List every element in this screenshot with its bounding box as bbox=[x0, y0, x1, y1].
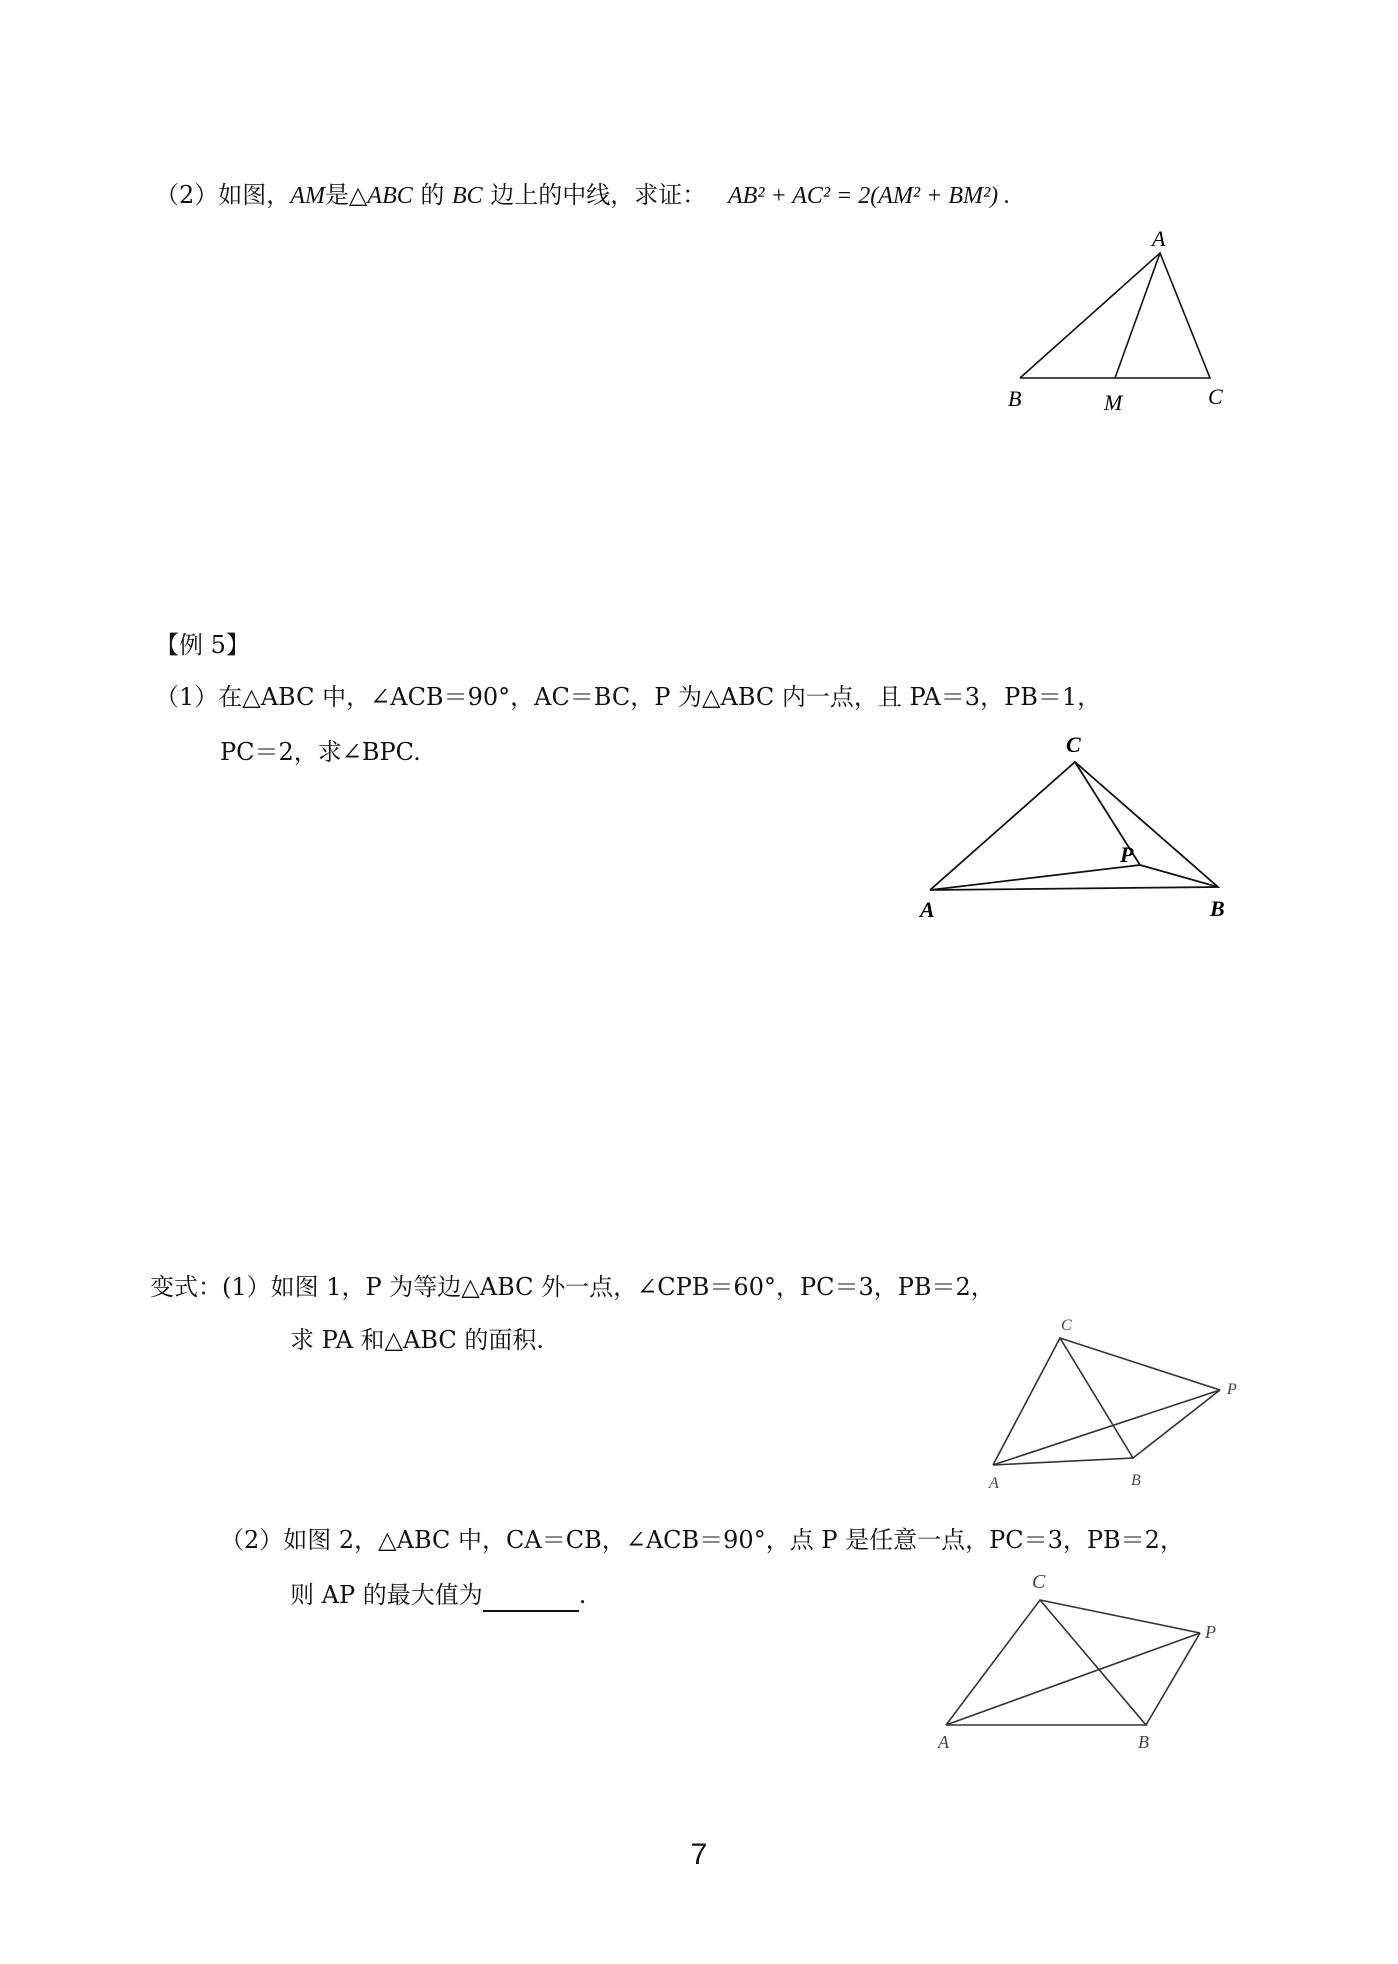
variant2-line1: （2）如图 2，△ABC 中，CA＝CB，∠ACB＝90°，点 P 是任意一点，PC＝3，PB＝2， bbox=[220, 1526, 1184, 1554]
label-a: A bbox=[989, 1475, 999, 1492]
label-c: C bbox=[1061, 1317, 1072, 1334]
label-b: B bbox=[1131, 1472, 1141, 1489]
q2-am: AM bbox=[290, 183, 325, 209]
label-p: P bbox=[1205, 1622, 1216, 1642]
example5-line1: （1）在△ABC 中，∠ACB＝90°，AC＝BC，P 为△ABC 内一点，且 PA＝3，PB＝1， bbox=[155, 683, 1102, 711]
variant1-line1: 变式：(1）如图 1，P 为等边△ABC 外一点，∠CPB＝60°，PC＝3，PB＝2， bbox=[150, 1273, 995, 1301]
segment-pb bbox=[1133, 1390, 1220, 1458]
label-c: C bbox=[1208, 384, 1223, 409]
q2-abc: ABC bbox=[367, 183, 413, 209]
figure-example5 bbox=[900, 720, 1260, 934]
q2-bc: BC bbox=[452, 183, 483, 209]
figure-triangle-median bbox=[1000, 228, 1240, 422]
triangle-abc-ex5 bbox=[930, 762, 1218, 890]
variant2-period: . bbox=[578, 1581, 587, 1609]
page-number: 7 bbox=[690, 1838, 708, 1871]
variant1-line2: 求 PA 和△ABC 的面积. bbox=[290, 1326, 545, 1354]
triangle-abc bbox=[1020, 253, 1210, 378]
segment-pa bbox=[946, 1633, 1200, 1725]
example5-heading: 【例 5】 bbox=[155, 631, 250, 659]
label-c: C bbox=[1066, 732, 1081, 757]
label-a: A bbox=[920, 897, 935, 922]
segment-pb bbox=[1146, 1633, 1200, 1725]
label-b: B bbox=[1008, 386, 1022, 411]
label-p: P bbox=[1120, 842, 1134, 867]
triangle-abc-v2 bbox=[946, 1600, 1146, 1725]
example5-line2: PC＝2，求∠BPC. bbox=[220, 738, 421, 766]
label-a: A bbox=[938, 1732, 949, 1752]
figure-variant2 bbox=[928, 1558, 1218, 1757]
segment-cp bbox=[1060, 1338, 1220, 1390]
q2-statement bbox=[155, 178, 1010, 213]
q2-prefix: （2）如图， bbox=[155, 181, 291, 209]
label-b: B bbox=[1138, 1732, 1149, 1752]
label-p: P bbox=[1227, 1381, 1237, 1398]
q2-formula: AB² + AC² = 2(AM² + BM²) . bbox=[727, 183, 1011, 209]
answer-blank[interactable] bbox=[483, 1584, 579, 1612]
label-a: A bbox=[1152, 226, 1166, 251]
segment-pa bbox=[930, 865, 1140, 890]
q2-t1: 是△ bbox=[324, 181, 368, 209]
variant2-question: 则 AP 的最大值为 bbox=[290, 1581, 483, 1609]
q2-t2: 的 bbox=[412, 181, 452, 209]
label-c: C bbox=[1032, 1571, 1046, 1593]
variant2-line2 bbox=[290, 1578, 586, 1612]
median-am bbox=[1115, 253, 1160, 378]
q2-t3: 边上的中线，求证： bbox=[482, 181, 707, 209]
figure-variant1 bbox=[975, 1310, 1235, 1499]
label-m: M bbox=[1104, 390, 1123, 415]
label-b: B bbox=[1210, 896, 1225, 921]
triangle-abc-v1 bbox=[993, 1338, 1133, 1465]
